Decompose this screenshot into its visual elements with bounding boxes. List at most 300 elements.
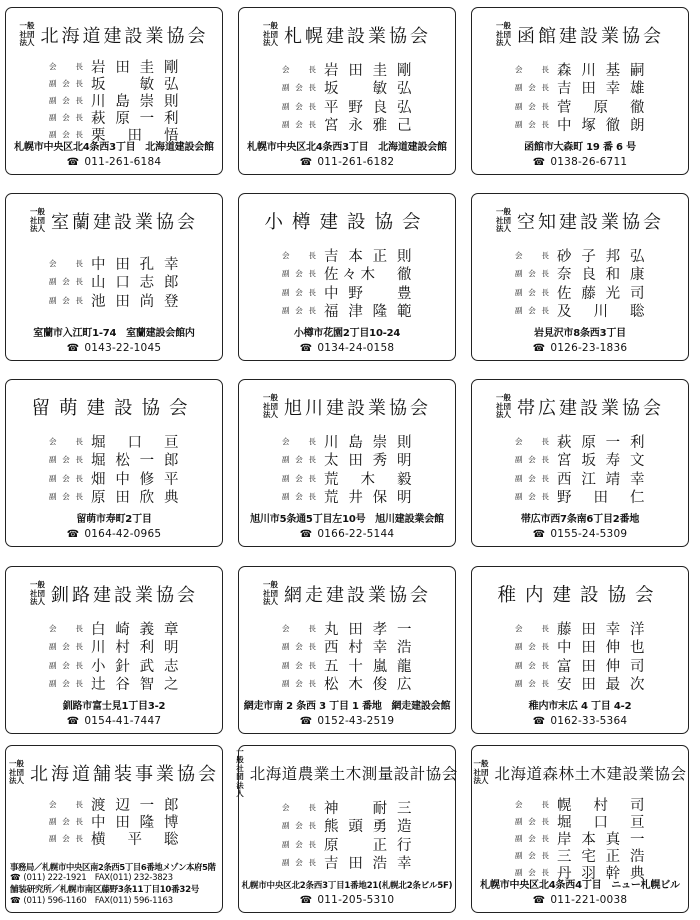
officer-name: 吉田浩幸 <box>324 856 412 873</box>
officer-row <box>282 246 412 265</box>
officer-role: 副会長 <box>515 120 549 130</box>
corporate-type-text: 一般 <box>496 393 511 403</box>
telephone-icon: ☎ <box>10 895 21 906</box>
card-address: 小樽市花園2丁目10-24 <box>293 328 401 339</box>
officer-role: 会長 <box>515 64 549 74</box>
officer-name: 山口志郎 <box>91 275 179 292</box>
officer-list <box>6 254 222 310</box>
officer-row <box>282 97 412 116</box>
phone-number: 0155-24-5309 <box>550 528 628 540</box>
officer-name: 砂子邦弘 <box>557 248 645 265</box>
phone-number: 011-221-0038 <box>550 894 628 906</box>
officer-role: 副会長 <box>49 473 83 483</box>
association-card <box>471 745 689 913</box>
corporate-type-text: 法人 <box>263 410 278 420</box>
officer-row <box>282 488 412 507</box>
corporate-type-text: 社団 <box>9 767 24 777</box>
officer-list <box>239 246 455 320</box>
officer-role: 会長 <box>49 436 83 446</box>
corporate-type-text: 法人 <box>263 597 278 607</box>
association-name: 北海道農業土木測量設計協会 <box>249 765 458 783</box>
officer-name: 中田伸也 <box>557 640 645 657</box>
association-name: 留萌建設協会 <box>31 398 197 419</box>
officer-role: 会長 <box>282 436 316 446</box>
card-header <box>472 206 688 236</box>
phone-number: 0166-22-5144 <box>317 528 395 540</box>
association-card <box>5 7 223 175</box>
telephone-icon: ☎ <box>532 529 546 540</box>
officer-row <box>49 432 179 451</box>
card-address: 帯広市西7条南6丁目2番地 <box>520 514 640 525</box>
officer-role: 会長 <box>515 250 549 260</box>
officer-role: 副会長 <box>49 679 83 689</box>
officer-name: 五十嵐龍 <box>324 658 412 675</box>
officer-list <box>472 60 688 134</box>
officer-name: 荒井保明 <box>324 490 412 507</box>
card-header <box>472 758 688 788</box>
telephone-icon: ☎ <box>532 343 546 354</box>
officer-name: 白崎義章 <box>91 621 179 638</box>
officer-row <box>515 469 645 488</box>
corporate-type-text: 社団 <box>263 29 278 39</box>
corporate-type-text: 一般 <box>9 759 24 769</box>
officer-name: 宮坂寿文 <box>557 453 645 470</box>
corporate-type-label <box>9 760 24 786</box>
officer-role: 副会長 <box>49 79 83 88</box>
corporate-type-text: 一般 <box>263 21 278 31</box>
officer-row <box>515 60 645 79</box>
officer-row <box>515 488 645 507</box>
corporate-type-text: 社団 <box>263 401 278 411</box>
officer-role: 副会長 <box>515 473 549 483</box>
corporate-type-text: 法人 <box>473 776 489 786</box>
footer-line <box>10 873 220 884</box>
officer-row <box>515 451 645 470</box>
card-header <box>239 206 455 236</box>
phone-number: 0134-24-0158 <box>317 342 395 354</box>
corporate-type-text: 法人 <box>496 224 511 234</box>
officer-name: 川村利明 <box>91 640 179 657</box>
officer-row <box>49 469 179 488</box>
officer-role: 副会長 <box>515 834 549 843</box>
telephone-icon: ☎ <box>10 873 21 884</box>
corporate-type-text: 社団 <box>30 215 45 225</box>
telephone-icon: ☎ <box>299 157 313 168</box>
corporate-type-text: 法人 <box>9 776 24 786</box>
corporate-type-text: 一般 <box>496 207 511 217</box>
officer-row <box>282 116 412 135</box>
card-phone <box>472 715 688 727</box>
phone-number: 0154-41-7447 <box>84 715 162 727</box>
officer-row <box>49 254 179 273</box>
corporate-type-text: 法人 <box>496 410 511 420</box>
card-address: 函館市大森町 19 番 6 号 <box>524 142 636 153</box>
officer-role: 会長 <box>49 258 83 268</box>
officer-name: 菅原徹 <box>557 99 645 116</box>
association-name: 北海道森林土木建設業協会 <box>494 765 687 783</box>
officer-role: 副会長 <box>515 868 549 877</box>
officer-name: 丸田孝一 <box>324 621 412 638</box>
association-card <box>471 379 689 547</box>
officer-role: 副会長 <box>282 839 316 849</box>
officer-row <box>49 830 179 847</box>
officer-role: 副会長 <box>282 269 316 279</box>
association-name: 函館建設業協会 <box>517 26 664 47</box>
officer-role: 副会長 <box>49 492 83 502</box>
officer-name: 堀口亘 <box>557 815 645 831</box>
officer-row <box>515 283 645 302</box>
corporate-type-label <box>473 760 488 786</box>
corporate-type-text: 一般 <box>236 746 244 764</box>
telephone-icon: ☎ <box>532 895 546 906</box>
association-card <box>238 193 456 361</box>
officer-role: 副会長 <box>49 130 83 139</box>
officer-role: 会長 <box>282 250 316 260</box>
card-address: 岩見沢市8条西3丁目 <box>534 328 626 339</box>
officer-row <box>282 302 412 321</box>
phone-number: 0164-42-0965 <box>84 528 162 540</box>
officer-list <box>6 432 222 506</box>
association-card <box>238 379 456 547</box>
officer-row <box>282 835 412 854</box>
officer-row <box>49 451 179 470</box>
association-card <box>471 193 689 361</box>
officer-role: 副会長 <box>515 306 549 316</box>
corporate-type-text: 法人 <box>19 38 35 48</box>
association-name: 北海道建設業協会 <box>40 26 209 47</box>
officer-list <box>6 619 222 693</box>
officer-name: 中田隆博 <box>91 815 179 831</box>
officer-role: 副会長 <box>515 287 549 297</box>
officer-role: 副会長 <box>49 817 83 826</box>
corporate-type-text: 社団 <box>496 215 511 225</box>
officer-name: 畑中修平 <box>91 471 179 488</box>
card-address: 札幌市中央区北4条西3丁目 北海道建設会館 <box>14 142 214 153</box>
card-phone <box>6 528 222 540</box>
footer-line <box>10 896 220 907</box>
officer-name: 藤田幸洋 <box>557 621 645 638</box>
officer-role: 副会長 <box>49 96 83 105</box>
card-phone <box>239 715 455 727</box>
card-phone <box>472 156 688 168</box>
officer-name: 萩原一利 <box>91 111 179 127</box>
card-header <box>6 392 222 422</box>
card-header <box>239 579 455 609</box>
officer-role: 副会長 <box>515 269 549 279</box>
officer-role: 会長 <box>515 436 549 446</box>
card-phone <box>472 342 688 354</box>
footer-text: (011) 222-1921 FAX(011) 232-3823 <box>23 873 173 884</box>
officer-name: 横平聡 <box>91 832 179 848</box>
association-name: 網走建設業協会 <box>284 585 431 606</box>
corporate-type-label <box>30 581 45 607</box>
officer-list <box>239 619 455 693</box>
officer-row <box>282 469 412 488</box>
officer-name: 川島崇則 <box>324 434 412 451</box>
officer-role: 副会長 <box>515 492 549 502</box>
officer-list <box>472 246 688 320</box>
officer-name: 原 正行 <box>324 837 412 854</box>
officer-role: 副会長 <box>49 455 83 465</box>
officer-role: 副会長 <box>282 287 316 297</box>
footer-text: 舗装研究所／札幌市南区藤野3条11丁目10番32号 <box>10 884 200 895</box>
officer-role: 副会長 <box>282 120 316 130</box>
corporate-type-label <box>263 394 278 420</box>
officer-role: 副会長 <box>282 455 316 465</box>
officer-row <box>515 432 645 451</box>
card-address: 釧路市富士見1丁目3-2 <box>62 701 166 712</box>
officer-row <box>515 265 645 284</box>
officer-name: 岸本真一 <box>557 832 645 848</box>
officer-name: 丹羽幹典 <box>557 866 645 882</box>
officer-name: 中塚徹朗 <box>557 118 645 135</box>
corporate-type-label <box>496 394 511 420</box>
officer-name: 福津隆範 <box>324 304 412 321</box>
officer-role: 副会長 <box>515 101 549 111</box>
officer-name: 中田孔幸 <box>91 256 179 273</box>
card-header <box>6 206 222 236</box>
association-name: 札幌建設業協会 <box>284 26 431 47</box>
corporate-type-text: 社団 <box>496 29 511 39</box>
corporate-type-text: 一般 <box>30 207 45 217</box>
officer-name: 栗田悟 <box>91 128 179 144</box>
card-header <box>236 746 458 798</box>
association-card <box>238 745 456 913</box>
corporate-type-text: 一般 <box>473 759 489 769</box>
officer-role: 副会長 <box>282 821 316 831</box>
card-phone <box>239 342 455 354</box>
officer-row <box>282 432 412 451</box>
officer-role: 副会長 <box>515 660 549 670</box>
officer-role: 会長 <box>515 800 549 809</box>
corporate-type-label <box>263 581 278 607</box>
officer-name: 池田尚登 <box>91 293 179 310</box>
card-header <box>472 579 688 609</box>
officer-role: 副会長 <box>49 295 83 305</box>
corporate-type-text: 一般 <box>30 580 45 590</box>
officer-role: 副会長 <box>282 858 316 868</box>
card-header <box>6 758 222 788</box>
card-header <box>6 579 222 609</box>
association-card <box>5 379 223 547</box>
officer-row <box>515 675 645 694</box>
officer-name: 西江靖幸 <box>557 471 645 488</box>
corporate-type-text: 法人 <box>263 38 278 48</box>
card-header <box>472 392 688 422</box>
corporate-type-text: 一般 <box>496 21 511 31</box>
officer-row <box>282 675 412 694</box>
officer-name: 川島崇則 <box>91 94 179 110</box>
association-card <box>5 566 223 734</box>
officer-role: 副会長 <box>49 642 83 652</box>
officer-row <box>49 488 179 507</box>
officer-role: 副会長 <box>282 492 316 502</box>
association-card <box>5 193 223 361</box>
officer-row <box>515 656 645 675</box>
footer-line <box>10 862 220 873</box>
officer-role: 副会長 <box>49 113 83 122</box>
officer-name: 岩田圭剛 <box>324 62 412 79</box>
card-address: 留萌市寿町2丁目 <box>76 514 152 525</box>
corporate-type-label <box>20 22 35 48</box>
officer-name: 富田伸司 <box>557 658 645 675</box>
corporate-type-label <box>496 22 511 48</box>
association-name: 釧路建設業協会 <box>51 585 198 606</box>
officer-name: 坂 敏弘 <box>91 77 179 93</box>
association-name: 北海道舗装事業協会 <box>30 764 219 785</box>
card-phone <box>472 894 688 906</box>
officer-name: 岩田圭剛 <box>91 60 179 76</box>
corporate-type-label <box>263 22 278 48</box>
officer-role: 副会長 <box>515 642 549 652</box>
officer-name: 堀口亘 <box>91 434 179 451</box>
officer-list <box>472 796 688 881</box>
officer-role: 副会長 <box>515 83 549 93</box>
card-header <box>472 20 688 50</box>
footer-line <box>10 885 220 896</box>
phone-number: 0138-26-6711 <box>550 156 628 168</box>
officer-name: 神 耐三 <box>324 800 412 817</box>
card-address: 札幌市中央区北4条西4丁目 ニュー札幌ビル <box>480 880 680 891</box>
officer-role: 会長 <box>282 64 316 74</box>
officer-name: 野田仁 <box>557 490 645 507</box>
officer-role: 副会長 <box>282 473 316 483</box>
officer-row <box>49 656 179 675</box>
telephone-icon: ☎ <box>532 716 546 727</box>
officer-row <box>515 79 645 98</box>
officer-row <box>282 79 412 98</box>
officer-name: 安田最次 <box>557 677 645 694</box>
card-phone <box>6 156 222 168</box>
officer-name: 荒木毅 <box>324 471 412 488</box>
association-card <box>238 566 456 734</box>
officer-row <box>282 60 412 79</box>
officer-list <box>239 798 455 872</box>
officer-row <box>282 854 412 873</box>
officer-name: 佐々木 徹 <box>324 267 412 284</box>
corporate-type-text: 一般 <box>263 393 278 403</box>
phone-number: 011-261-6184 <box>84 156 162 168</box>
officer-name: 太田秀明 <box>324 453 412 470</box>
card-phone <box>6 342 222 354</box>
officer-role: 会長 <box>49 62 83 71</box>
officer-row <box>49 675 179 694</box>
officer-row <box>515 97 645 116</box>
officer-row <box>515 302 645 321</box>
corporate-type-text: 法人 <box>496 38 511 48</box>
officer-row <box>282 817 412 836</box>
telephone-icon: ☎ <box>299 716 313 727</box>
card-address: 旭川市5条通5丁目左10号 旭川建設業会館 <box>250 514 444 525</box>
corporate-type-text: 一般 <box>263 580 278 590</box>
officer-name: 幌村司 <box>557 798 645 814</box>
officer-name: 萩原一利 <box>557 434 645 451</box>
telephone-icon: ☎ <box>299 529 313 540</box>
officer-name: 森川基嗣 <box>557 62 645 79</box>
officer-name: 三宅正浩 <box>557 849 645 865</box>
corporate-type-text: 法人 <box>30 597 45 607</box>
corporate-type-text: 社団 <box>236 763 244 781</box>
association-name: 旭川建設業協会 <box>284 398 431 419</box>
corporate-type-text: 社団 <box>473 767 489 777</box>
phone-number: 011-261-6182 <box>317 156 395 168</box>
card-phone <box>6 715 222 727</box>
officer-list <box>6 796 222 847</box>
officer-name: 吉本正則 <box>324 248 412 265</box>
phone-number: 011-205-5310 <box>317 894 395 906</box>
officer-name: 辻谷智之 <box>91 677 179 694</box>
telephone-icon: ☎ <box>532 157 546 168</box>
officer-list <box>239 432 455 506</box>
officer-role: 会長 <box>282 802 316 812</box>
corporate-type-text: 社団 <box>19 29 35 39</box>
officer-name: 西村幸浩 <box>324 640 412 657</box>
phone-number: 0152-43-2519 <box>317 715 395 727</box>
corporate-type-text: 社団 <box>263 588 278 598</box>
telephone-icon: ☎ <box>66 529 80 540</box>
officer-row <box>515 246 645 265</box>
officer-name: 奈良和康 <box>557 267 645 284</box>
officer-name: 中野 豊 <box>324 285 412 302</box>
officer-role: 副会長 <box>282 679 316 689</box>
card-address: 札幌市中央区北2条西3丁目1番地21(札幌北2条ビル5F) <box>241 881 453 891</box>
card-phone <box>239 894 455 906</box>
officer-role: 会長 <box>49 800 83 809</box>
officer-name: 坂 敏弘 <box>324 81 412 98</box>
officer-role: 副会長 <box>515 679 549 689</box>
corporate-type-text: 一般 <box>19 21 35 31</box>
officer-row <box>515 638 645 657</box>
officer-role: 副会長 <box>515 851 549 860</box>
officer-role: 副会長 <box>49 660 83 670</box>
card-header <box>239 20 455 50</box>
officer-name: 熊頭勇造 <box>324 819 412 836</box>
association-name: 小樽建設協会 <box>264 212 430 233</box>
association-card <box>5 745 223 913</box>
phone-number: 0126-23-1836 <box>550 342 628 354</box>
corporate-type-text: 法人 <box>236 780 244 798</box>
association-name: 室蘭建設業協会 <box>51 212 198 233</box>
association-card <box>471 7 689 175</box>
card-footer <box>10 862 220 907</box>
officer-list <box>472 432 688 506</box>
card-address: 網走市南 2 条西 3 丁目 1 番地 網走建設会館 <box>243 701 451 712</box>
phone-number: 0143-22-1045 <box>84 342 162 354</box>
officer-row <box>282 798 412 817</box>
officer-row <box>515 619 645 638</box>
phone-number: 0162-33-5364 <box>550 715 628 727</box>
officer-role: 会長 <box>49 623 83 633</box>
officer-list <box>472 619 688 693</box>
officer-role: 会長 <box>282 623 316 633</box>
officer-row <box>282 283 412 302</box>
telephone-icon: ☎ <box>66 157 80 168</box>
officer-role: 副会長 <box>49 834 83 843</box>
association-name: 稚内建設協会 <box>497 585 663 606</box>
telephone-icon: ☎ <box>299 343 313 354</box>
corporate-type-text: 社団 <box>30 588 45 598</box>
officer-role: 副会長 <box>282 306 316 316</box>
officer-list <box>239 60 455 134</box>
officer-name: 宮永雅己 <box>324 118 412 135</box>
footer-text: 事務局／札幌市中央区南2条西5丁目6番地メゾン本府5階 <box>10 862 216 873</box>
officer-role: 副会長 <box>515 455 549 465</box>
association-name: 空知建設業協会 <box>517 212 664 233</box>
officer-role: 副会長 <box>282 83 316 93</box>
officer-list <box>6 58 222 143</box>
card-address: 札幌市中央区北4条西3丁目 北海道建設会館 <box>247 142 447 153</box>
officer-name: 渡辺一郎 <box>91 798 179 814</box>
